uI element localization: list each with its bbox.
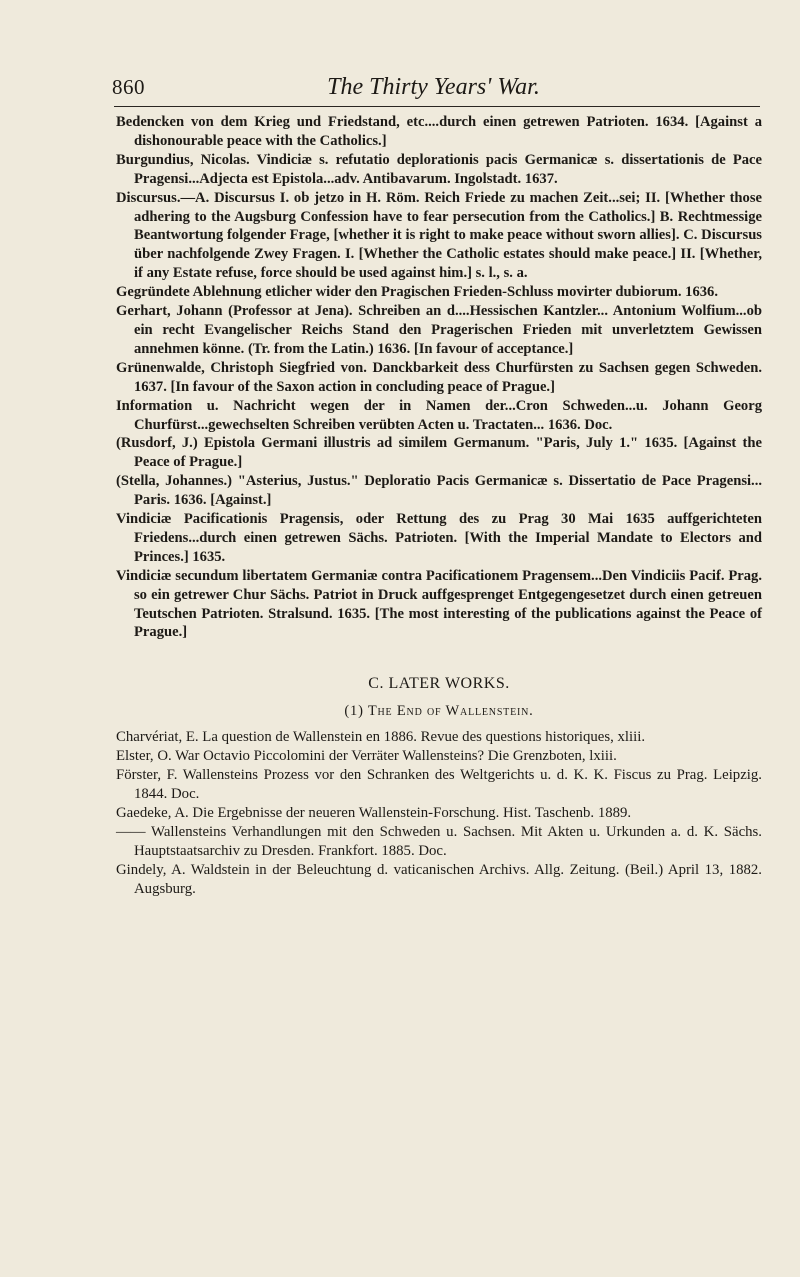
bibliography-entry: Gaedeke, A. Die Ergebnisse der neueren Wallenstein-Forschung. Hist. Taschenb. 1889. <box>116 805 632 822</box>
bibliography-entry: (Rusdorf, J.) Epistola Germani illustris ad similem Germanum. "Paris, July 1." 1635. [Against the Peace of Prague.] <box>116 435 762 471</box>
page-number: 860 <box>112 75 145 99</box>
bibliography-entry: (Stella, Johannes.) "Asterius, Justus." Deploratio Pacis Germanicæ s. Dissertatio de Pace Pragensi... Paris. 1636. [Against.] <box>116 473 762 509</box>
bibliography-entry: Discursus.—A. Discursus I. ob jetzo in H. Röm. Reich Friede zu machen Zeit...sei; II. [Whether those adhering to the Augsburg Confession have to fear persecution from the Catholics.] B. Rechtmessige Beantwortung folgender Frage, [whether it is right to make peace without sworn allies]. C. Discursus über nachfolgende Zwey Fragen. I. [Whether the Catholic estates should make peace.] II. [Whether, if any Estate refuse, force should be used against him.] s. l., s. a. <box>116 189 762 282</box>
bibliography-body <box>116 113 762 899</box>
bibliography-entry: Vindiciæ Pacificationis Pragensis, oder Rettung des zu Prag 30 Mai 1635 auffgerichteten Friedens...durch einen getrewen Sächs. Patrioten. [With the Imperial Mandate to Electors and Princes.] 1635. <box>116 511 762 565</box>
bibliography-entry: Charvériat, E. La question de Wallenstein en 1886. Revue des questions historiques, xliii. <box>116 729 646 746</box>
bibliography-entry: Gindely, A. Waldstein in der Beleuchtung d. vaticanischen Archivs. Allg. Zeitung. (Beil.) April 13, 1882. Augsburg. <box>116 862 762 898</box>
bibliography-entry: —— Wallensteins Verhandlungen mit den Schweden u. Sachsen. Mit Akten u. Urkunden a. d. K. Sächs. Hauptstaatsarchiv zu Dresden. Frankfort. 1885. Doc. <box>116 824 762 860</box>
subsection-heading: (1) The End of Wallenstein. <box>344 703 534 720</box>
page-header <box>112 74 762 101</box>
bibliography-entry: Förster, F. Wallensteins Prozess vor den Schranken des Weltgerichts u. d. K. K. Fiscus zu Prag. Leipzig. 1844. Doc. <box>116 767 762 803</box>
bibliography-entry: Elster, O. War Octavio Piccolomini der Verräter Wallensteins? Die Grenzboten, lxiii. <box>116 748 617 765</box>
bibliography-entry: Grünenwalde, Christoph Siegfried von. Danckbarkeit dess Churfürsten zu Sachsen gegen Schweden. 1637. [In favour of the Saxon action in concluding peace of Prague.] <box>116 359 762 395</box>
section-heading: C. LATER WORKS. <box>368 675 510 693</box>
header-rule <box>114 106 760 107</box>
bibliography-entry: Information u. Nachricht wegen der in Namen der...Cron Schweden...u. Johann Georg Churfürst...gewechselten Schreiben verübten Acten u. Tractaten... 1636. Doc. <box>116 397 762 433</box>
running-title: The Thirty Years' War. <box>327 74 540 100</box>
bibliography-entry: Vindiciæ secundum libertatem Germaniæ contra Pacificationem Pragensem...Den Vindiciis Pacif. Prag. so ein getrewer Chur Sächs. Patriot in Druck auffgesprenget Entgegengesetzet durch einen getreuen Teutschen Patrioten. Stralsund. 1635. [The most interesting of the publications against the Peace of Prague.] <box>116 567 762 641</box>
bibliography-entry: Bedencken von dem Krieg und Friedstand, etc....durch einen getrewen Patrioten. 1634. [Against a dishonourable peace with the Catholics.] <box>116 114 762 149</box>
bibliography-entry: Gegründete Ablehnung etlicher wider den Pragischen Frieden-Schluss movirter dubiorum. 1636. <box>116 284 718 301</box>
bibliography-entry: Gerhart, Johann (Professor at Jena). Schreiben an d....Hessischen Kantzler... Antonium Wolfium...ob ein recht Evangelischer Reichs Stand den Pragerischen Frieden mit unverletztem Gewissen annehmen könne. (Tr. from the Latin.) 1636. [In favour of acceptance.] <box>116 303 762 357</box>
bibliography-entry: Burgundius, Nicolas. Vindiciæ s. refutatio deplorationis pacis Germanicæ s. dissertationis de Pace Pragensi...Adjecta est Epistola...adv. Antibavarum. Ingolstadt. 1637. <box>116 151 762 187</box>
